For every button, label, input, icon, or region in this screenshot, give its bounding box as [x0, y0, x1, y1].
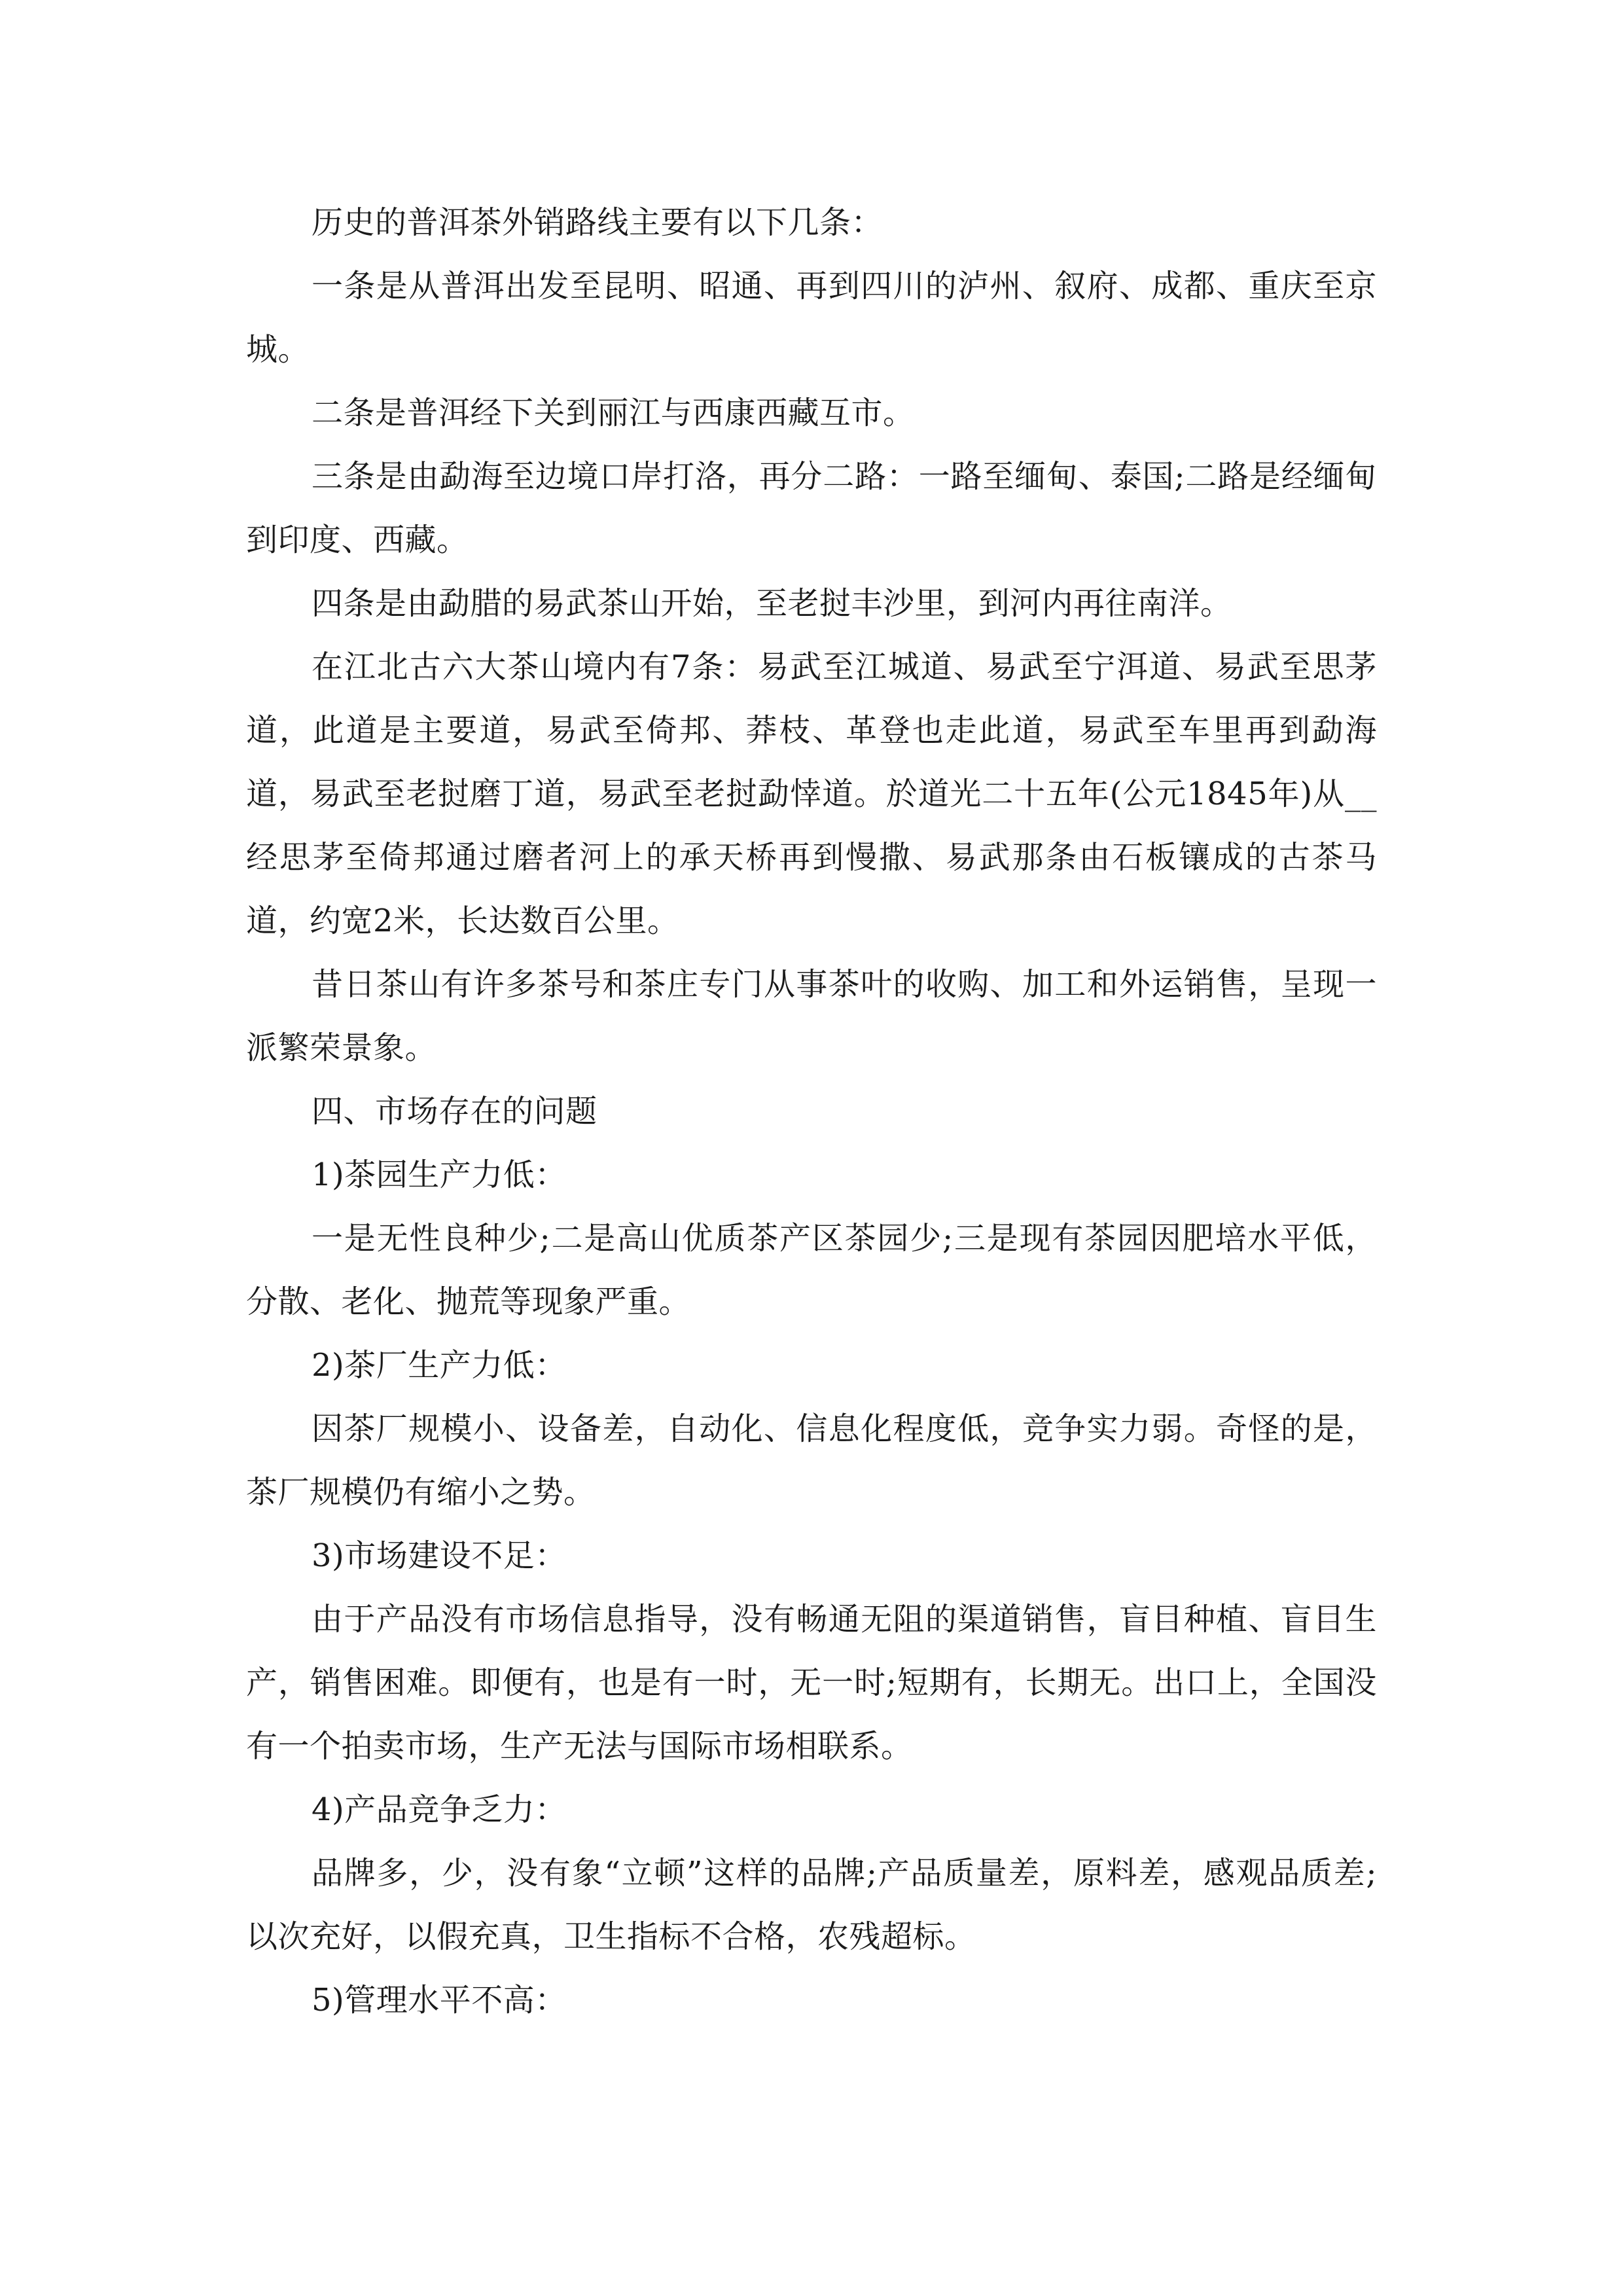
paragraph-tea-factory-productivity: 因茶厂规模小、设备差，自动化、信息化程度低，竞争实力弱。奇怪的是，茶厂规模仍有缩小之势。 — [246, 1410, 1377, 1511]
document-body — [246, 191, 1377, 2032]
paragraph-product-competitiveness: 品牌多，少，没有象“立顿”这样的品牌;产品质量差，原料差，感观品质差;以次充好，以假充真，卫生指标不合格，农残超标。 — [246, 1855, 1377, 1955]
paragraph-route-four: 四条是由勐腊的易武茶山开始，至老挝丰沙里，到河内再往南洋。 — [312, 585, 1232, 622]
paragraph-export-routes-intro: 历史的普洱茶外销路线主要有以下几条： — [312, 204, 883, 241]
paragraph-route-three: 三条是由勐海至边境口岸打洛，再分二路：一路至缅甸、泰国;二路是经缅甸到印度、西藏。 — [246, 458, 1377, 558]
paragraph-route-one: 一条是从普洱出发至昆明、昭通、再到四川的泸州、叙府、成都、重庆至京城。 — [246, 268, 1377, 368]
paragraph-tea-garden-productivity: 一是无性良种少;二是高山优质茶产区茶园少;三是现有茶园因肥培水平低，分散、老化、抛荒等现象严重。 — [246, 1220, 1377, 1320]
subheading-tea-factory-productivity: 2)茶厂生产力低： — [312, 1347, 567, 1384]
subheading-management-level: 5)管理水平不高： — [312, 1982, 567, 2018]
paragraph-tea-houses: 昔日茶山有许多茶号和茶庄专门从事茶叶的收购、加工和外运销售，呈现一派繁荣景象。 — [246, 966, 1377, 1066]
section-heading-market-problems: 四、市场存在的问题 — [312, 1093, 597, 1130]
paragraph-market-construction: 由于产品没有市场信息指导，没有畅通无阻的渠道销售，盲目种植、盲目生产，销售困难。即便有，也是有一时，无一时;短期有，长期无。出口上，全国没有一个拍卖市场，生产无法与国际市场相联系。 — [246, 1601, 1377, 1765]
subheading-tea-garden-productivity: 1)茶园生产力低： — [312, 1157, 567, 1193]
subheading-market-construction: 3)市场建设不足： — [312, 1537, 567, 1574]
paragraph-route-two: 二条是普洱经下关到丽江与西康西藏互市。 — [312, 395, 915, 431]
subheading-product-competitiveness: 4)产品竞争乏力： — [312, 1791, 567, 1828]
paragraph-jiangbei-routes: 在江北古六大茶山境内有7条：易武至江城道、易武至宁洱道、易武至思茅道，此道是主要道，易武至倚邦、莽枝、革登也走此道，易武至车里再到勐海道，易武至老挝磨丁道，易武至老挝勐悻道。於道光二十五年(公元1845年)从__经思茅至倚邦通过磨者河上的承天桥再到慢撒、易武那条由石板镶成的古茶马道，约宽2米，长达数百公里。 — [246, 649, 1377, 939]
